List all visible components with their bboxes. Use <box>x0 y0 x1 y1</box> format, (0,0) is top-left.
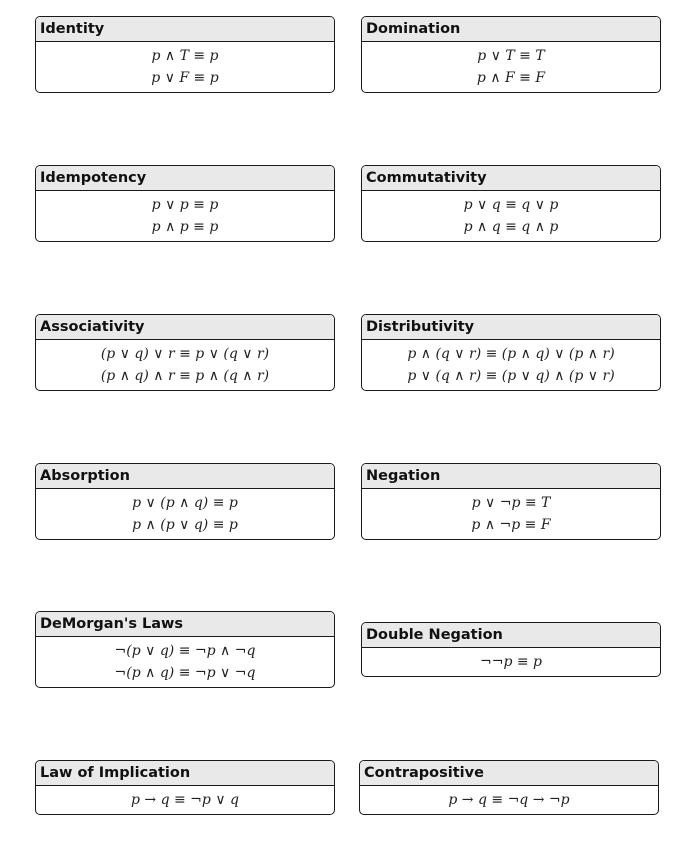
law-title: Law of Implication <box>36 761 334 786</box>
law-title: Absorption <box>36 464 334 489</box>
law-body <box>362 42 660 92</box>
law-equation: p ∧ q ≡ q ∧ p <box>463 219 559 235</box>
law-equation: p ∧ (p ∨ q) ≡ p <box>132 517 238 533</box>
law-title: Identity <box>36 17 334 42</box>
law-equation: p ∧ T ≡ p <box>151 48 219 64</box>
law-body <box>36 191 334 241</box>
law-equation: p ∧ ¬p ≡ F <box>471 517 551 533</box>
law-equation: ¬¬p ≡ p <box>479 654 542 670</box>
law-title: Double Negation <box>362 623 660 648</box>
law-equation: p ∧ p ≡ p <box>151 219 219 235</box>
law-title: Contrapositive <box>360 761 658 786</box>
law-equation: p → q ≡ ¬p ∨ q <box>131 792 239 808</box>
law-equation: p ∧ F ≡ F <box>476 70 546 86</box>
law-card-distributivity <box>361 314 661 391</box>
law-card-domination <box>361 16 661 93</box>
law-card-contrapositive <box>359 760 659 815</box>
law-card-demorgans-laws <box>35 611 335 688</box>
law-card-negation <box>361 463 661 540</box>
law-body <box>36 489 334 539</box>
law-card-double-negation <box>361 622 661 677</box>
law-equation: p ∧ (q ∨ r) ≡ (p ∧ q) ∨ (p ∧ r) <box>407 346 615 362</box>
law-title: Idempotency <box>36 166 334 191</box>
law-equation: ¬(p ∧ q) ≡ ¬p ∨ ¬q <box>114 665 256 681</box>
law-title: Domination <box>362 17 660 42</box>
law-equation: (p ∧ q) ∧ r ≡ p ∧ (q ∧ r) <box>100 368 270 384</box>
law-equation: p ∨ (p ∧ q) ≡ p <box>132 495 238 511</box>
law-title: DeMorgan's Laws <box>36 612 334 637</box>
law-card-identity <box>35 16 335 93</box>
law-body <box>36 340 334 390</box>
law-card-absorption <box>35 463 335 540</box>
law-body <box>362 489 660 539</box>
law-body <box>362 191 660 241</box>
law-body <box>36 42 334 92</box>
law-card-law-of-implication <box>35 760 335 815</box>
law-title: Negation <box>362 464 660 489</box>
law-equation: ¬(p ∨ q) ≡ ¬p ∧ ¬q <box>114 643 256 659</box>
law-equation: (p ∨ q) ∨ r ≡ p ∨ (q ∨ r) <box>100 346 270 362</box>
law-equation: p ∨ p ≡ p <box>151 197 219 213</box>
law-body <box>36 786 334 814</box>
law-equation: p ∨ F ≡ p <box>151 70 219 86</box>
law-equation: p ∨ (q ∧ r) ≡ (p ∨ q) ∧ (p ∨ r) <box>407 368 615 384</box>
law-card-commutativity <box>361 165 661 242</box>
law-equation: p ∨ q ≡ q ∨ p <box>463 197 559 213</box>
law-body <box>360 786 658 814</box>
law-body <box>362 340 660 390</box>
law-title: Commutativity <box>362 166 660 191</box>
law-equation: p ∨ T ≡ T <box>477 48 545 64</box>
law-title: Associativity <box>36 315 334 340</box>
law-body <box>36 637 334 687</box>
law-title: Distributivity <box>362 315 660 340</box>
law-card-idempotency <box>35 165 335 242</box>
law-body <box>362 648 660 676</box>
law-equation: p ∨ ¬p ≡ T <box>471 495 551 511</box>
law-card-associativity <box>35 314 335 391</box>
law-equation: p → q ≡ ¬q → ¬p <box>448 792 570 808</box>
